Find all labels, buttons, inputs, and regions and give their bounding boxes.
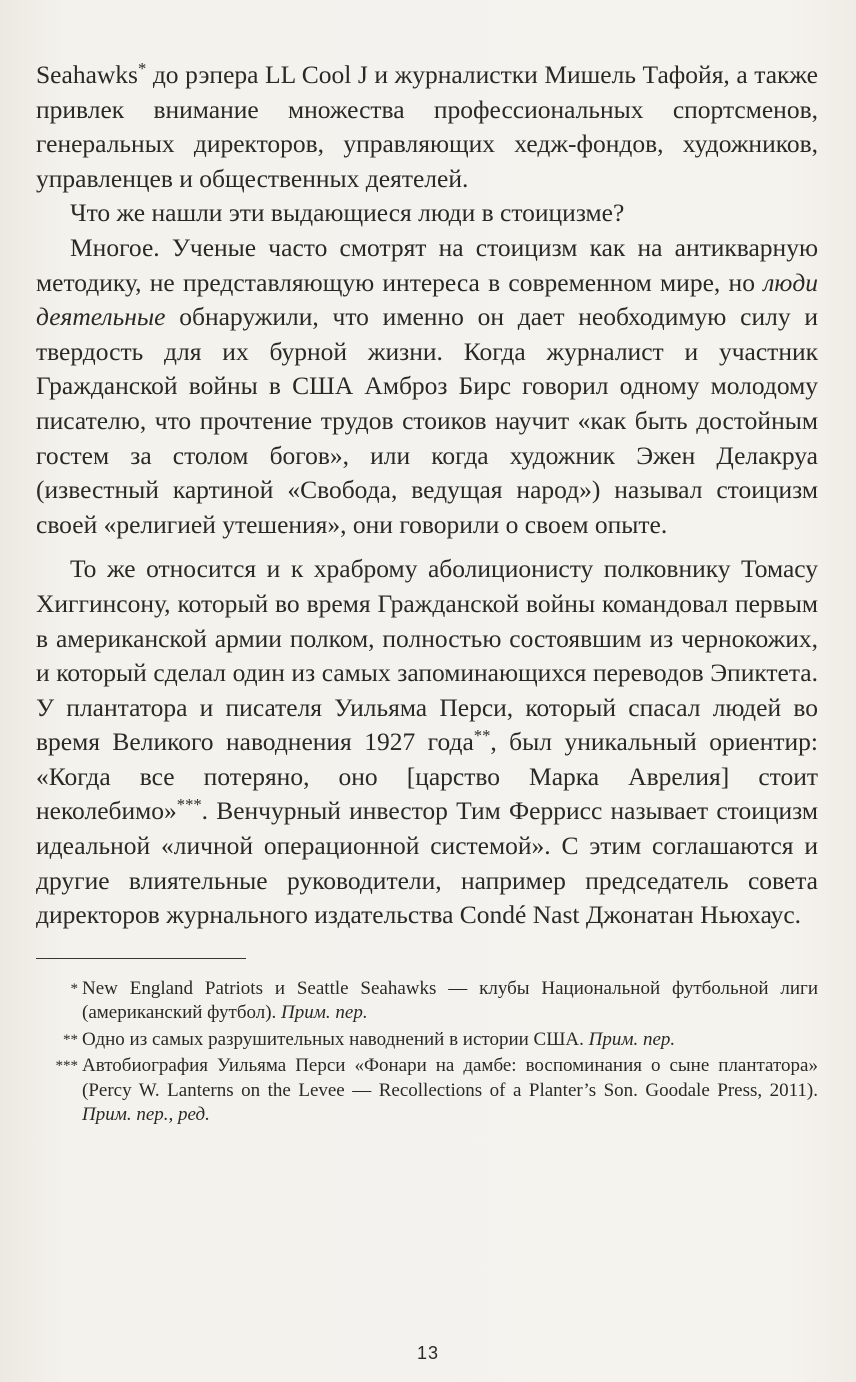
footnotes bbox=[36, 977, 818, 1128]
footnote-item bbox=[36, 1028, 818, 1053]
paragraph-text: То же относится и к храброму аболиционисту полковнику Томасу Хиггинсону, который во время Гражданской войны командовал первым в американской армии полком, полностью состоявшим из чернокожих, и который сделал один из самых запоминающихся переводов Эпиктета. У плантатора и писателя Уильяма Перси, который спасал людей во время Великого наводнения 1927 года bbox=[36, 554, 818, 757]
footnote-ref[interactable]: * bbox=[137, 58, 147, 78]
footnote-text: Автобиография Уильяма Перси «Фонари на дамбе: воспоминания о сыне плантатора» (Percy W. Lanterns on the Levee — Recollections of a Planter’s Son. Goodale Press, 2011). bbox=[82, 1055, 818, 1101]
footnote-italic: Прим. пер. bbox=[281, 1002, 368, 1024]
paragraph-text: Что же нашли эти выдающиеся люди в стоицизме? bbox=[70, 198, 625, 228]
page-number: 13 bbox=[416, 1343, 440, 1363]
paragraph-many bbox=[36, 231, 818, 542]
paragraph-text: обнаружили, что именно он дает необходимую силу и твердость для их бурной жизни. Когда журналист и участник Гражданской войны в США Амброз Бирс говорил одному молодому писателю, что прочтение трудов стоиков научит «как быть достойным гостем за столом богов», или когда художник Эжен Делакруа (известный картиной «Свобода, ведущая народ») называл стоицизм своей «религией утешения», они говорили о своем опыте. bbox=[36, 302, 818, 539]
paragraph-continuation bbox=[36, 58, 818, 196]
footnote-mark: * bbox=[70, 980, 78, 997]
main-text bbox=[36, 58, 818, 933]
footnote-divider bbox=[36, 958, 246, 959]
paragraph-text: , был уникальный ориентир: «Когда все потеряно, оно [царство Марка Аврелия] стоит неколебимо» bbox=[36, 727, 818, 826]
footnote-item bbox=[36, 977, 818, 1026]
paragraph-text: до рэпера LL Cool J и журналистки Мишель Тафойя, а также привлек внимание множества профессиональных спортсменов, генеральных директоров, управляющих хедж-фондов, художников, управленцев и общественных деятелей. bbox=[36, 60, 818, 193]
footnote-mark: *** bbox=[55, 1058, 78, 1075]
paragraph-text: Многое. Ученые часто смотрят на стоицизм как на антикварную методику, не представляющую интереса в современном мире, но bbox=[36, 232, 818, 297]
footnote-italic: Прим. пер. bbox=[588, 1028, 676, 1050]
footnote-text: New England Patriots и Seattle Seahawks — клубы Национальной футбольной лиги (американский футбол). bbox=[82, 977, 818, 1024]
footnote-ref[interactable]: *** bbox=[176, 795, 202, 815]
paragraph-question bbox=[36, 196, 818, 231]
footnote-italic: Прим. пер., ред. bbox=[82, 1104, 210, 1126]
footnote-item bbox=[36, 1054, 818, 1128]
footnote-ref[interactable]: ** bbox=[473, 726, 491, 746]
paragraph-higginson bbox=[36, 552, 818, 933]
paragraph-text: . Венчурный инвестор Тим Феррисс называет стоицизм идеальной «личной операционной системой». С этим соглашаются и другие влиятельные руководители, например председатель совета директоров журнального издательства Condé Nast Джонатан Ньюхаус. bbox=[36, 796, 818, 930]
paragraph-text: Seahawks bbox=[36, 60, 138, 89]
footnote-mark: ** bbox=[63, 1031, 78, 1048]
footnote-text: Одно из самых разрушительных наводнений в истории США. bbox=[82, 1028, 589, 1050]
italic-phrase: люди деятельные bbox=[36, 267, 818, 332]
